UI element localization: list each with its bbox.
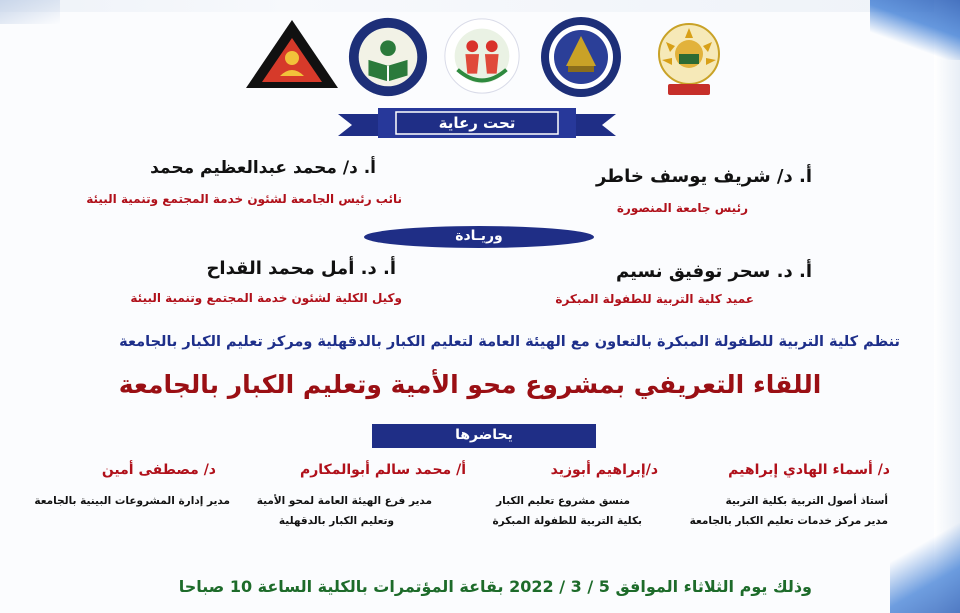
lecturer-title: مدير مركز خدمات تعليم الكبار بالجامعة: [689, 515, 888, 527]
patron-role: رئيس جامعة المنصورة: [616, 201, 748, 215]
patron-name: أ. د/ شريف يوسف خاطر: [595, 166, 812, 187]
organizers-text: تنظم كلية التربية للطفولة المبكرة بالتعاون مع الهيئة العامة لتعليم الكبار بالدقهلية ومركز تعليم الكبار بالجامعة: [119, 334, 900, 350]
top-border: [0, 0, 960, 12]
adult-education-center-logo: [346, 14, 430, 100]
lecturers-ribbon: [372, 424, 596, 448]
lecturer-title: وتعليم الكبار بالدقهلية: [278, 515, 394, 527]
lecturer-title: مدير إدارة المشروعات البينية بالجامعة: [34, 495, 230, 507]
event-date-footer: وذلك يوم الثلاثاء الموافق 5 / 3 / 2022 بقاعة المؤتمرات بالكلية الساعة 10 صباحا: [178, 577, 812, 596]
literacy-authority-logo: [244, 18, 340, 90]
lecturer-title: أستاذ أصول التربية بكلية التربية: [725, 495, 888, 507]
leadership-label: وريـادة: [455, 228, 503, 244]
lecturer-name: د/ أسماء الهادي إبراهيم: [728, 462, 890, 478]
corner-decoration: [0, 0, 60, 24]
lecturer-name: د/ مصطفى أمين: [101, 462, 216, 478]
lecturer-name: د/إبراهيم أبوزيد: [550, 462, 658, 478]
lecturer-title: منسق مشروع تعليم الكبار: [496, 495, 630, 507]
patron-name: أ. د/ محمد عبدالعظيم محمد: [150, 158, 376, 178]
corner-decoration: [870, 0, 960, 60]
leader-name: أ. د. سحر توفيق نسيم: [616, 261, 812, 282]
right-border: [934, 0, 960, 613]
lecturer-title: بكلية التربية للطفولة المبكرة: [492, 515, 642, 527]
patronage-ribbon: [338, 108, 616, 142]
leader-role: وكيل الكلية لشئون خدمة المجتمع وتنمية البيئة: [130, 291, 402, 305]
leader-role: عميد كلية التربية للطفولة المبكرة: [555, 292, 754, 306]
corner-decoration: [890, 523, 960, 613]
lecturers-label: يحاضرها: [455, 427, 513, 443]
patronage-label: تحت رعاية: [438, 114, 516, 132]
leader-name: أ. د. أمل محمد القداح: [206, 258, 396, 279]
lecturer-name: أ/ محمد سالم أبوالمكارم: [299, 462, 466, 478]
leadership-ribbon: [364, 226, 594, 248]
mansoura-university-logo: [646, 14, 732, 100]
faculty-early-childhood-logo: [440, 14, 524, 100]
lecturer-title: مدير فرع الهيئة العامة لمحو الأمية: [256, 495, 432, 507]
patron-role: نائب رئيس الجامعة لشئون خدمة المجتمع وتنمية البيئة: [86, 192, 402, 206]
university-seal-logo: [538, 14, 624, 100]
event-title: اللقاء التعريفي بمشروع محو الأمية وتعليم الكبار بالجامعة: [118, 370, 822, 399]
